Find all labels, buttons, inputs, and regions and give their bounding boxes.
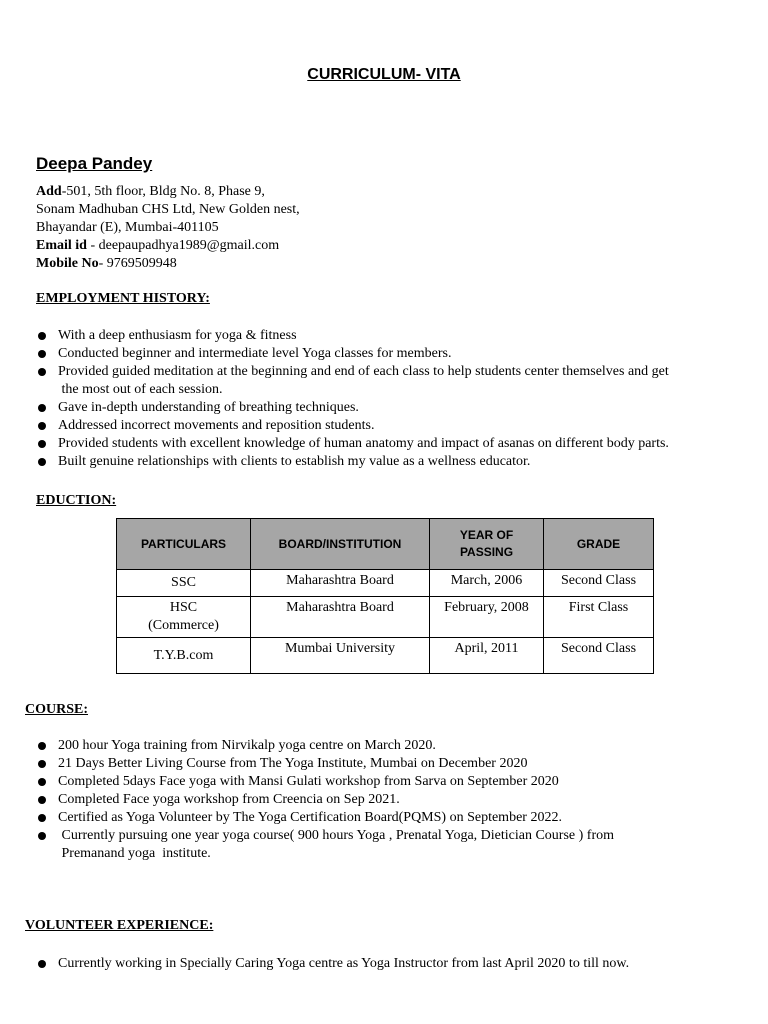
employment-item-text: Gave in-depth understanding of breathing techniques. [58, 400, 359, 415]
table-row [117, 638, 654, 674]
employment-item [36, 327, 736, 345]
bullet-icon [38, 796, 46, 804]
volunteer-item [36, 955, 736, 973]
bullet-icon [38, 960, 46, 968]
employment-item-text: Provided students with excellent knowledge of human anatomy and impact of asanas on different body parts. [58, 436, 669, 451]
table-cell: HSC (Commerce) [117, 597, 251, 638]
email-value: - deepaupadhya1989@gmail.com [86, 238, 280, 253]
bullet-icon [38, 742, 46, 750]
course-item-text: Completed Face yoga workshop from Creencia on Sep 2021. [58, 792, 400, 807]
column-header: PARTICULARS [117, 519, 251, 570]
column-header: BOARD/INSTITUTION [251, 519, 430, 570]
table-cell: April, 2011 [430, 638, 544, 674]
table-cell: February, 2008 [430, 597, 544, 638]
table-cell: First Class [544, 597, 654, 638]
volunteer-item-text: Currently working in Specially Caring Yoga centre as Yoga Instructor from last April 2020 to till now. [58, 956, 630, 971]
employment-item [36, 345, 736, 363]
table-cell: March, 2006 [430, 570, 544, 597]
education-table-header [117, 519, 654, 570]
table-row [117, 597, 654, 638]
address-label: Add [36, 184, 62, 199]
employment-heading: EMPLOYMENT HISTORY: [36, 291, 210, 306]
column-header: GRADE [544, 519, 654, 570]
employment-item [36, 363, 736, 399]
bullet-icon [38, 350, 46, 358]
course-item [36, 737, 736, 755]
bullet-icon [38, 404, 46, 412]
course-item-text: Completed 5days Face yoga with Mansi Gulati workshop from Sarva on September 2020 [58, 774, 559, 789]
table-cell: Mumbai University [251, 638, 430, 674]
bullet-icon [38, 778, 46, 786]
column-header: YEAR OF PASSING [430, 519, 544, 570]
employment-item-text: With a deep enthusiasm for yoga & fitness [58, 328, 297, 343]
table-cell: Maharashtra Board [251, 597, 430, 638]
bullet-icon [38, 814, 46, 822]
contact-block [36, 183, 300, 273]
course-item [36, 791, 736, 809]
course-item [36, 809, 736, 827]
bullet-icon [38, 832, 46, 840]
course-item [36, 827, 736, 863]
address-line-2: Sonam Madhuban CHS Ltd, New Golden nest, [36, 202, 300, 217]
employment-item [36, 399, 736, 417]
course-item-text: Currently pursuing one year yoga course( 900 hours Yoga , Prenatal Yoga, Dietician Course ) from Premanand yoga institute. [61, 828, 615, 861]
bullet-icon [38, 422, 46, 430]
bullet-icon [38, 368, 46, 376]
table-cell: T.Y.B.com [117, 638, 251, 674]
employment-item-text: Addressed incorrect movements and reposition students. [58, 418, 375, 433]
employment-item [36, 417, 736, 435]
education-table [116, 518, 654, 674]
course-item-text: 200 hour Yoga training from Nirvikalp yoga centre on March 2020. [58, 738, 436, 753]
document-title: CURRICULUM- VITA [307, 66, 461, 83]
bullet-icon [38, 332, 46, 340]
volunteer-heading: VOLUNTEER EXPERIENCE: [25, 918, 214, 933]
employment-item [36, 453, 736, 471]
course-item-text: Certified as Yoga Volunteer by The Yoga Certification Board(PQMS) on September 2022. [58, 810, 562, 825]
employment-item-text: Provided guided meditation at the beginning and end of each class to help students center themselves and get the most out of each session. [58, 364, 669, 397]
table-row [117, 570, 654, 597]
course-item [36, 755, 736, 773]
table-cell: Second Class [544, 638, 654, 674]
candidate-name: Deepa Pandey [36, 154, 153, 173]
address-value: -501, 5th floor, Bldg No. 8, Phase 9, [61, 184, 265, 199]
bullet-icon [38, 458, 46, 466]
table-cell: Maharashtra Board [251, 570, 430, 597]
mobile-line [36, 255, 300, 273]
address-line-1 [36, 183, 300, 201]
table-cell: Second Class [544, 570, 654, 597]
address-line-3: Bhayandar (E), Mumbai-401105 [36, 220, 219, 235]
mobile-value: - 9769509948 [98, 256, 177, 271]
education-heading: EDUCTION: [36, 493, 117, 508]
employment-list [36, 327, 736, 471]
email-label: Email id [36, 238, 87, 253]
table-cell: SSC [117, 570, 251, 597]
volunteer-list [36, 955, 736, 973]
course-heading: COURSE: [25, 702, 89, 717]
course-item-text: 21 Days Better Living Course from The Yoga Institute, Mumbai on December 2020 [58, 756, 528, 771]
course-list [36, 737, 736, 863]
employment-item-text: Conducted beginner and intermediate level Yoga classes for members. [58, 346, 452, 361]
mobile-label: Mobile No [36, 256, 99, 271]
bullet-icon [38, 760, 46, 768]
course-item [36, 773, 736, 791]
bullet-icon [38, 440, 46, 448]
employment-item [36, 435, 736, 453]
email-line [36, 237, 300, 255]
employment-item-text: Built genuine relationships with clients to establish my value as a wellness educator. [58, 454, 531, 469]
